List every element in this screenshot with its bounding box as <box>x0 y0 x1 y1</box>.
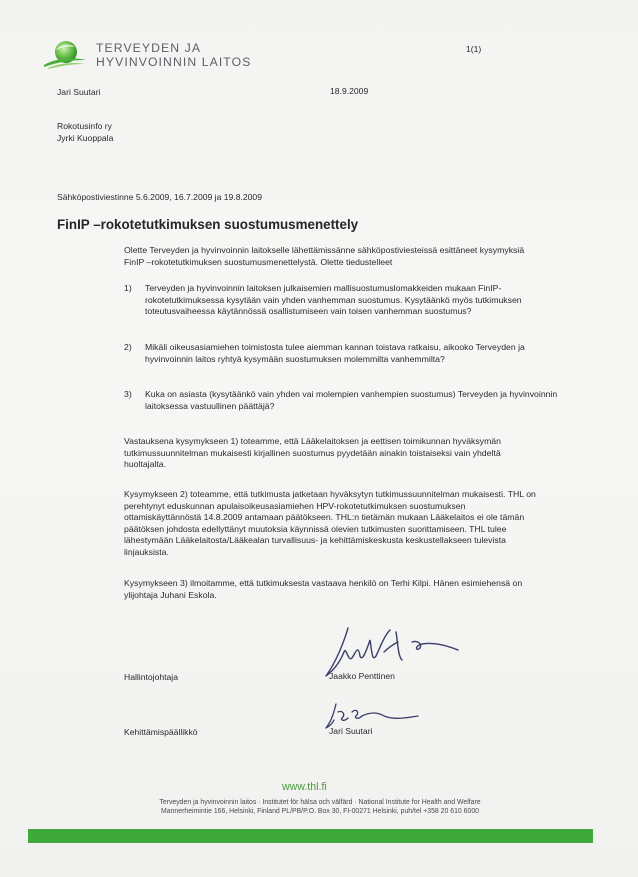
list-item-number: 3) <box>124 389 132 399</box>
thl-logo-icon <box>42 38 88 70</box>
answer-paragraph-2: Kysymykseen 2) toteamme, että tutkimusta jatketaan hyväksytyn tutkimussuunnitelman mukaisesti. THL on perehtynyt eduskunnan apulaisoikeusasiamiehen HPV-rokotetutkimuksen suostumuksen ottamiskäyttännöstä 14.8.2009 antamaan päätökseen. THL:n tietämän mukaan Lääkelaitos ei ole tämän päätöksen johdosta edellyttänyt muutoksia käynnissä olevien tutkimusten suorittamiseen. THL tulee lähestymään Lääkelaitosta/Lääkealan turvallisuus- ja kehittämiskeskusta keskustellakseen tulevista linjauksista. <box>124 489 536 557</box>
footer-website: www.thl.fi <box>282 781 327 793</box>
intro-paragraph: Olette Terveyden ja hyvinvoinnin laitokselle lähettämissänne sähköpostiviesteissä esittäneet kysymyksiä FinIP –rokotetutkimuksen suostumusmenettelystä. Olette tiedustelleet <box>124 245 525 267</box>
page-number: 1(1) <box>466 44 482 54</box>
signer-1-title: Hallintojohtaja <box>124 672 178 682</box>
sender-name: Jari Suutari <box>57 87 101 97</box>
recipient-org: Rokotusinfo ry <box>57 121 112 131</box>
list-item-number: 2) <box>124 342 132 352</box>
footer-green-bar <box>28 829 593 843</box>
answer-paragraph-3: Kysymykseen 3) ilmoitamme, että tutkimuksesta vastaava henkilö on Terhi Kilpi. Hänen esimiehensä on ylijohtaja Juhani Eskola. <box>124 578 523 600</box>
list-item-text: Mikäli oikeusasiamiehen toimistosta tulee aiemman kannan toistava ratkaisu, aikooko Terveyden ja hyvinvoinnin laitos ryhtyä kysymään suostumuksen molemmilta vanhemmilta? <box>145 342 525 364</box>
letter-date: 18.9.2009 <box>330 86 369 96</box>
org-name-line1: TERVEYDEN JA <box>96 41 202 55</box>
signer-2-name: Jari Suutari <box>329 726 373 736</box>
answer-paragraph-1: Vastauksena kysymykseen 1) toteamme, että Lääkelaitoksen ja eettisen toimikunnan hyväksymän tutkimussuunnitelman mukaisesti kirjallinen suostumus pyydetään ainakin toistaiseksi vain yhdeltä huoltajalta. <box>124 436 501 470</box>
signer-2-title: Kehittämispäällikkö <box>124 727 198 737</box>
list-item-number: 1) <box>124 283 132 293</box>
list-item-text: Terveyden ja hyvinvoinnin laitoksen julkaisemien mallisuostumuslomakkeiden mukaan FinIP-rokotetutkimuksessa kysytään vain yhden vanhemman suostumus. Kysytäänkö myös tutkimuksen toteutusvaiheessa käytännössä osallistumiseen vain toisen vanhemman suostumus? <box>145 283 522 317</box>
footer-address: Mannerheimintie 166, Helsinki, Finland PL/PB/P.O. Box 30, FI-00271 Helsinki, puh/tel +358 20 610 6000 <box>161 808 479 815</box>
org-name-line2: HYVINVOINNIN LAITOS <box>96 55 252 69</box>
footer-org-names: Terveyden ja hyvinvoinnin laitos · Institutet för hälsa och välfärd · National Institute for Health and Welfare <box>159 799 481 806</box>
recipient-person: Jyrki Kuoppala <box>57 133 114 143</box>
signer-1-name: Jaakko Penttinen <box>329 671 395 681</box>
letter-title: FinIP –rokotetutkimuksen suostumusmenettely <box>57 217 359 232</box>
reference-line: Sähköpostiviestinne 5.6.2009, 16.7.2009 ja 19.8.2009 <box>57 192 262 202</box>
list-item-text: Kuka on asiasta (kysytäänkö vain yhden vai molempien vanhempien suostumus) Terveyden ja hyvinvoinnin laitoksessa vastuullinen päättäjä? <box>145 389 558 411</box>
